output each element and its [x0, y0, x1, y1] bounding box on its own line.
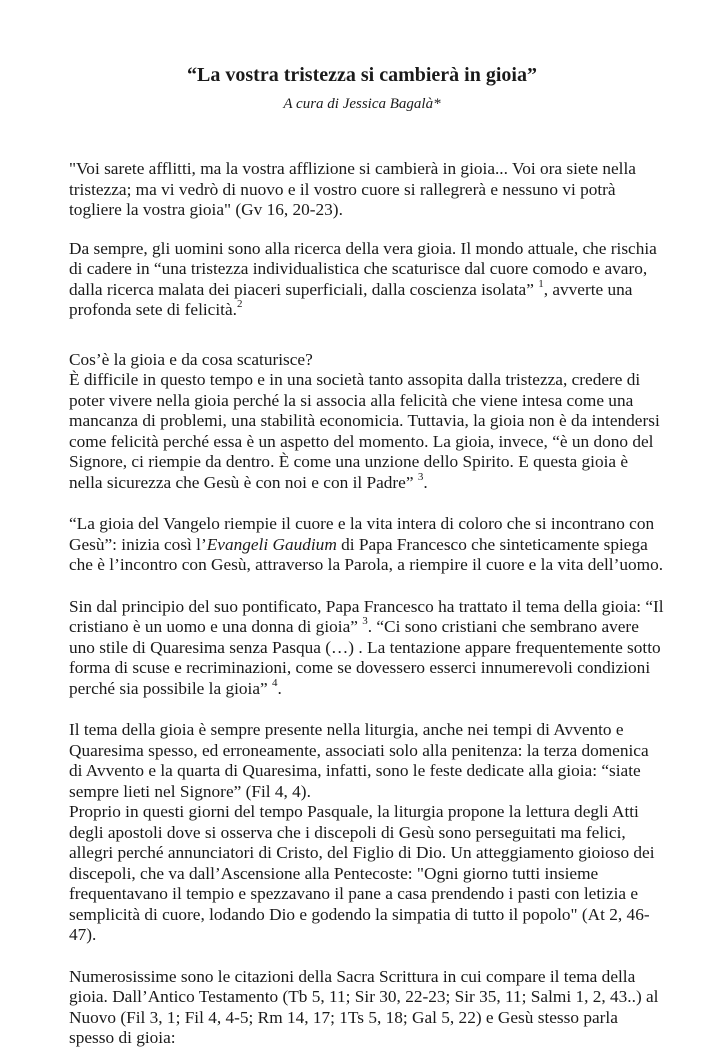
paragraph-scripture: Numerosissime sono le citazioni della Sacra Scrittura in cui compare il tema della gioia. Dall’Antico Testamento (Tb 5, 11; Sir 30, 22-23; Sir 35, 11; Salmi 1, 2, 43..) al Nuovo (Fil 3, 1; Fil 4, 4-5; Rm 14, 17; 1Ts 5, 18; Gal 5, 22) e Gesù stesso parla spesso di gioia: — [69, 966, 659, 1047]
text: , avverte una profonda sete di felicità. — [69, 279, 633, 319]
italic-title: Evangeli Gaudium — [206, 534, 337, 554]
paragraph-what-is-joy — [69, 370, 664, 493]
footnote-ref: 4 — [272, 676, 278, 689]
text: È difficile in questo tempo e in una società tanto assopita dalla tristezza, credere di poter vivere nella gioia perché la si associa alla felicità che viene intesa come una mancanza di problemi, una stabilità economicia. Tuttavia, la gioia non è da intendersi come felicità perché essa è un aspetto del momento. La gioia, invece, “è un dono del Signore, ci riempie da dentro. È come una unzione dello Spirito. E questa gioia è nella sicurezza che Gesù è con noi e con il Padre” — [69, 370, 660, 492]
paragraph-gospel-quote: "Voi sarete afflitti, ma la vostra afflizione si cambierà in gioia... Voi ora siete nella tristezza; ma vi vedrò di nuovo e il vostro cuore si rallegrerà e nessuno vi potrà togliere la vostra gioia" (Gv 16, 20-23). — [69, 159, 636, 219]
paragraph-search-for-joy — [69, 239, 664, 321]
footnote-ref: 2 — [236, 298, 243, 311]
document-author: A cura di Jessica Bagalà* — [283, 96, 441, 112]
document-title: “La vostra tristezza si cambierà in gioia” — [187, 64, 537, 86]
paragraph-easter-time: Proprio in questi giorni del tempo Pasquale, la liturgia propone la lettura degli Atti degli apostoli dove si osserva che i discepoli di Gesù sono perseguitati ma felici, allegri perché annunciatori di Cristo, del Figlio di Dio. Un atteggiamento gioioso dei discepoli, che va dall’Ascensione alla Pentecoste: "Ogni giorno tutti insieme frequentavano il tempio e spezzavano il pane a casa prendendo i pasti con letizia e semplicità di cuore, lodando Dio e godendo la simpatia di tutto il popolo" (At 2, 46-47). — [69, 802, 655, 944]
text: di Papa Francesco che sinteticamente spiega che è l’incontro con Gesù, attraverso la Parola, a riempire il cuore e la vita dell’uomo. — [69, 534, 664, 574]
footnote-ref: 3 — [417, 470, 424, 483]
document-body — [69, 159, 664, 1049]
footnote-ref: 1 — [538, 277, 544, 290]
text: Da sempre, gli uomini sono alla ricerca della vera gioia. Il mondo attuale, che rischia di cadere in “una tristezza individualistica che scaturisce dal cuore comodo e avaro, dalla ricerca malata dei piaceri superficiali, dalla coscienza isolata” — [69, 238, 657, 299]
paragraph-pope-francis — [69, 597, 664, 700]
text: . “Ci sono cristiani che sembrano avere uno stile di Quaresima senza Pasqua (…) . La tentazione appare frequentemente sotto forma di scuse e recriminazioni, come se dovessero esserci innumerevoli condizioni perché sia possibile la gioia” — [69, 617, 661, 698]
paragraph-liturgy: Il tema della gioia è sempre presente nella liturgia, anche nei tempi di Avvento e Quaresima spesso, ed erroneamente, associati solo alla penitenza: la terza domenica di Avvento e la quarta di Quaresima, infatti, sono le feste dedicate alla gioia: “siate sempre lieti nel Signore” (Fil 4, 4). — [69, 720, 649, 801]
text: . — [423, 472, 428, 492]
text: “La gioia del Vangelo riempie il cuore e la vita intera di coloro che si incontrano con Gesù”: inizia così l’ — [69, 514, 655, 554]
text: Sin dal principio del suo pontificato, Papa Francesco ha trattato il tema della gioia: “Il cristiano è un uomo e una donna di gioia” — [69, 596, 664, 636]
text: . — [277, 678, 282, 698]
section-heading: Cos’è la gioia e da cosa scaturisce? — [69, 349, 313, 369]
footnote-ref: 3 — [362, 615, 368, 628]
paragraph-evangelii-gaudium — [69, 514, 664, 576]
